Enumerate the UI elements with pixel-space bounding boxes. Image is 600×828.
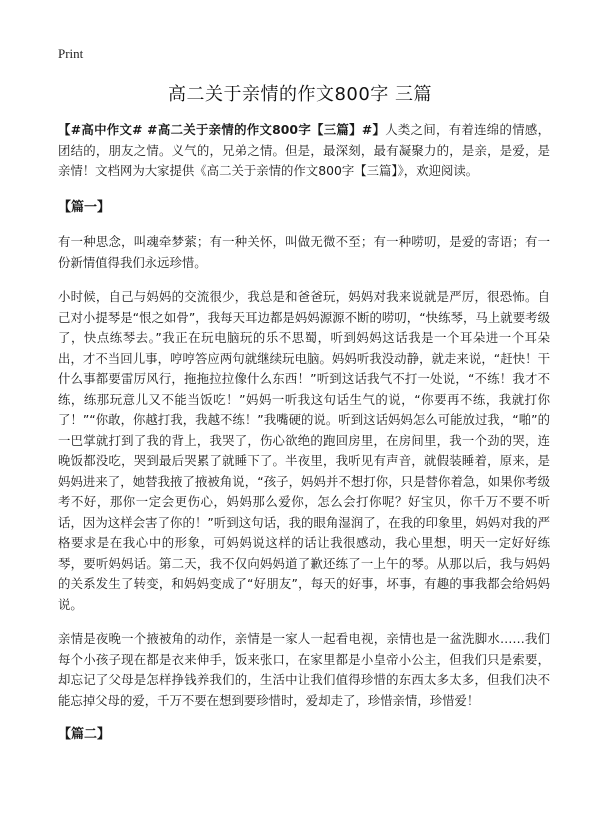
intro-paragraph (58, 120, 550, 182)
print-link[interactable]: Print (58, 46, 84, 61)
page-title: 高二关于亲情的作文800字 三篇 (167, 84, 433, 105)
paragraph: 亲情是夜晚一个掖被角的动作，亲情是一家人一起看电视，亲情也是一盆洗脚水……我们每个小孩子现在都是衣来伸手，饭来张口，在家里都是小皇帝小公主，但我们只是索要，却忘记了父母是怎样挣钱养我们的，生活中让我们值得珍惜的东西太多太多，但我们决不能忘掉父母的爱，千万不要在想到要珍惜时，爱却走了，珍惜亲情，珍惜爱！ (58, 631, 550, 708)
article-body (58, 120, 550, 760)
section-heading-2: 【篇二】 (58, 727, 111, 742)
section-heading-1: 【篇一】 (58, 199, 111, 215)
paragraph: 有一种思念，叫魂牵梦萦；有一种关怀，叫做无微不至；有一种唠叨，是爱的寄语；有一份新情值得我们永远珍惜。 (58, 234, 550, 270)
paragraph: 小时候，自己与妈妈的交流很少，我总是和爸爸玩，妈妈对我来说就是严厉，很恐怖。自己对小提琴是“恨之如骨”，我每天耳边都是妈妈源源不断的唠叨，“快练琴，马上就要考级了，快点练琴去。”我正在玩电脑玩的乐不思蜀，听到妈妈这话我是一个耳朵进一个耳朵出，才不当回儿事，哼哼答应两句就继续玩电脑。妈妈听我没动静，就走来说，“赶快！干什么事都要雷厉风行，拖拖拉拉像什么东西！”听到这话我气不打一处说，“不练！我才不练，练那玩意儿又不能当饭吃！”妈妈一听我这句话生气的说，“你要再不练，我就打你了！”“你敢，你越打我，我越不练！”我嘴硬的说。听到这话妈妈怎么可能放过我，“啪”的一巴掌就打到了我的背上，我哭了，伤心欲绝的跑回房里，在房间里，我一个劲的哭，连晚饭都没吃，哭到最后哭累了就睡下了。半夜里，我听见有声音，就假装睡着，原来，是妈妈进来了，她替我掖了掖被角说，“孩子，妈妈并不想打你，只是替你着急，如果你考级考不好，那你一定会更伤心，妈妈那么爱你，怎么会打你呢？好宝贝，你千万不要不听话，因为这样会害了你的！”听到这句话，我的眼角湿润了，在我的印象里，妈妈对我的严格要求是在我心中的形象，可妈妈说这样的话让我很感动，我心里想，明天一定好好练琴，要听妈妈话。第二天，我不仅向妈妈道了歉还练了一上午的琴。从那以后，我与妈妈的关系发生了转变，和妈妈变成了“好朋友”，每天的好事，坏事，有趣的事我都会给妈妈说。 (58, 289, 550, 612)
intro-tag: 【#高中作文# #高二关于亲情的作文800字【三篇】#】 (58, 122, 386, 137)
intro-text: 人类之间，有着连绵的情感，团结的，朋友之情。义气的，兄弟之情。但是，最深刻，最有凝聚力的，是亲，是爱，是亲情！文档网为大家提供《高二关于亲情的作文800字【三篇】》，欢迎阅读。 (58, 122, 550, 178)
